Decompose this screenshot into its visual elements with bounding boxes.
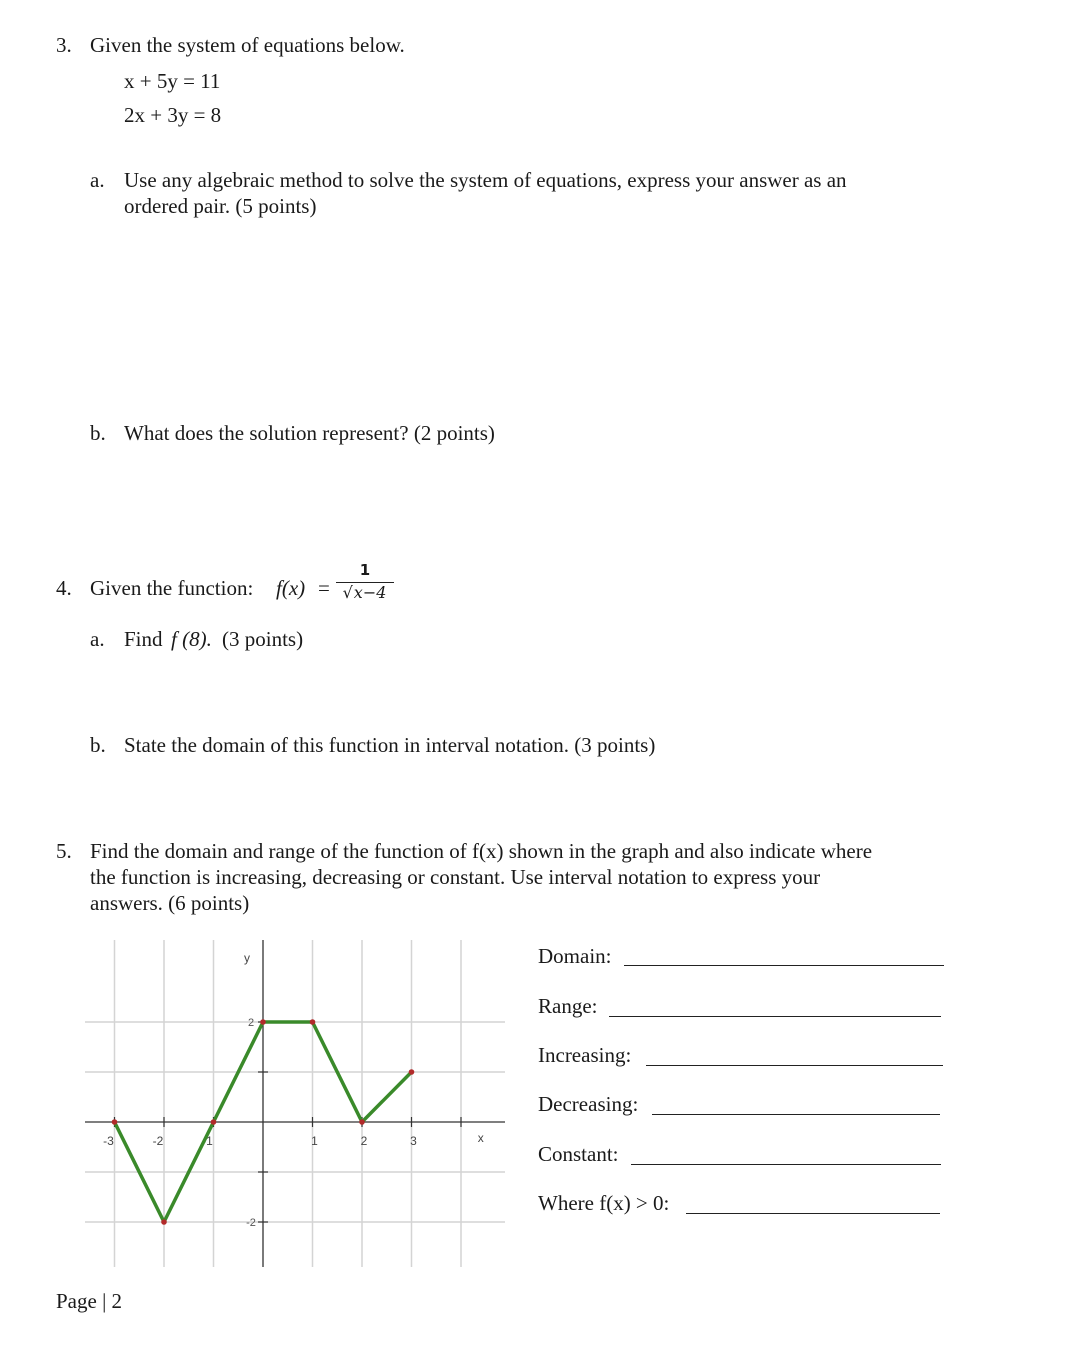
data-point [310,1019,316,1025]
sqrt-icon: √ [342,583,353,602]
positive-answer-line[interactable] [686,1213,940,1214]
data-point [409,1069,415,1075]
q5-text-line1: Find the domain and range of the function of f(x) shown in the graph and also indicate where [90,839,873,863]
y-tick-label: 2 [247,1017,255,1029]
constant-answer-line[interactable] [631,1164,941,1165]
data-point [260,1019,266,1025]
q4b-text: State the domain of this function in interval notation. (3 points) [124,733,656,757]
q4a-f8: f (8). [171,627,212,651]
x-tick-label: 2 [360,1134,368,1148]
y-axis-label: y [244,951,250,965]
fraction-numerator: 1 [359,561,371,579]
data-point [211,1119,217,1125]
q3-equation-1: x + 5y = 11 [124,69,221,93]
q4-fraction [336,560,394,602]
q4a-find: Find [124,627,163,651]
positive-label: Where f(x) > 0: [538,1191,670,1215]
q3b-label: b. [90,421,106,445]
decreasing-label: Decreasing: [538,1092,639,1116]
q4a-points: (3 points) [222,627,304,651]
constant-label: Constant: [538,1142,619,1166]
q4-number: 4. [56,576,72,600]
q5-text-line2: the function is increasing, decreasing or constant. Use interval notation to express your [90,865,821,889]
decreasing-answer-line[interactable] [652,1114,940,1115]
q3a-text-line1: Use any algebraic method to solve the system of equations, express your answer as an [124,168,847,192]
q3-equation-2: 2x + 3y = 8 [124,103,222,127]
q3b-text: What does the solution represent? (2 points) [124,421,495,445]
y-tick-label: -2 [246,1217,256,1229]
q4-equals: = [318,576,330,600]
q4-prompt: Given the function: [90,576,254,600]
increasing-answer-line[interactable] [646,1065,943,1066]
q5-number: 5. [56,839,72,863]
x-tick-label: 3 [410,1134,417,1148]
q4b-label: b. [90,733,106,757]
q5-text-line3: answers. (6 points) [90,891,250,915]
data-point [112,1119,118,1125]
q3-prompt: Given the system of equations below. [90,33,405,57]
q3-number: 3. [56,33,72,57]
page-number: Page | 2 [56,1289,123,1313]
x-axis-label: x [477,1131,484,1145]
data-point [359,1119,365,1125]
domain-label: Domain: [538,944,612,968]
x-tick-label: 1 [311,1134,318,1148]
q3a-label: a. [90,168,105,192]
q4a-label: a. [90,627,105,651]
q3a-text-line2: ordered pair. (5 points) [124,194,317,218]
function-graph [80,935,520,1275]
domain-answer-line[interactable] [624,965,944,966]
x-tick-label: -1 [202,1134,213,1148]
fraction-denominator [336,584,394,602]
range-answer-line[interactable] [609,1016,941,1017]
data-point [161,1219,167,1225]
range-label: Range: [538,994,598,1018]
x-tick-label: -2 [152,1134,164,1148]
increasing-label: Increasing: [538,1043,632,1067]
x-tick-label: -3 [103,1134,114,1148]
q4-fx: f(x) [276,576,306,600]
fraction-radicand: x−4 [353,583,387,602]
